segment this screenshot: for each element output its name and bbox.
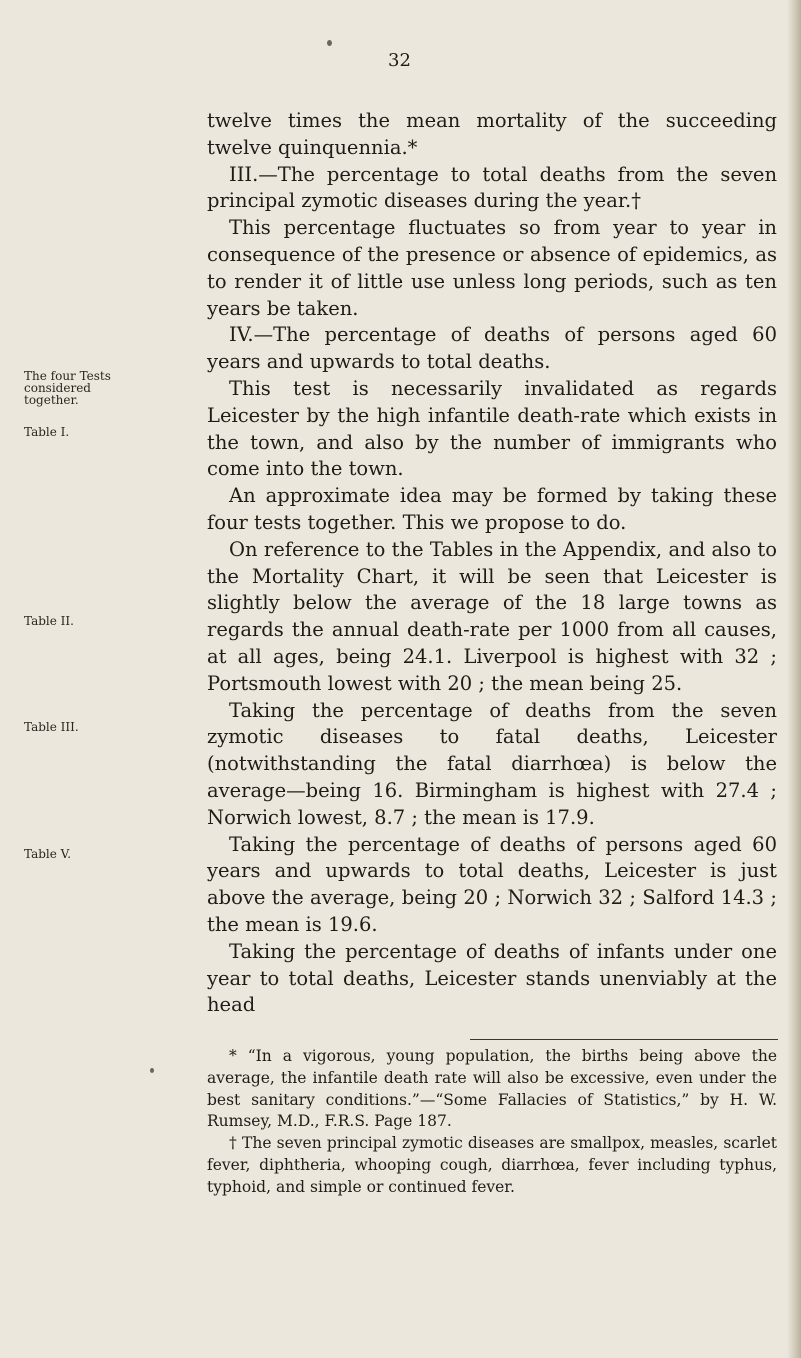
body-text [207,108,777,1019]
paragraph: This test is necessarily invalidated as regards Leicester by the high infantile death-rate which exists in the town, and also by the number of immigrants who come into the town. [207,376,777,481]
page-edge-shadow [787,0,801,1358]
margin-note-table-3: Table III. [24,720,79,734]
margin-note-four-tests: The four Tests considered together. [24,369,111,407]
paragraph: twelve times the mean mortality of the succeeding twelve quinquennia.* [207,109,777,159]
ink-speck [327,40,332,46]
margin-note-table-2: Table II. [24,614,74,628]
paragraph: On reference to the Tables in the Appendix, and also to the Mortality Chart, it will be seen that Leicester is slightly below the average of the 18 large towns as regards the annual death-rate per 1000 from all causes, at all ages, being 24.1. Liverpool is highest with 32 ; Portsmouth lowest with 20 ; the mean being 25. [207,537,777,695]
margin-note-table-1: Table I. [24,425,70,439]
paragraph: Taking the percentage of deaths of infants under one year to total deaths, Leicester stands unenviably at the head [207,939,777,1017]
paragraph: III.—The percentage to total deaths from the seven principal zymotic diseases during the year.† [207,162,777,213]
paragraph: Taking the percentage of deaths from the seven zymotic diseases to fatal deaths, Leicester (notwithstanding the fatal diarrhœa) is below the average—being 16. Birmingham is highest with 27.4 ; Norwich lowest, 8.7 ; the mean is 17.9. [207,698,777,829]
footnote-rule [470,1039,778,1040]
footnote: * “In a vigorous, young population, the births being above the average, the infantile death rate will also be excessive, even under the best sanitary conditions.”—“Some Fallacies of Statistics,” by H. W. Rumsey, M.D., F.R.S. Page 187. [207,1047,777,1131]
paragraph: Taking the percentage of deaths of persons aged 60 years and upwards to total deaths, Leicester is just above the average, being 20 ; Norwich 32 ; Salford 14.3 ; the mean is 19.6. [207,832,777,936]
margin-note-table-5: Table V. [24,847,72,861]
paragraph: This percentage fluctuates so from year to year in consequence of the presence or absence of epidemics, as to render it of little use unless long periods, such as ten years be taken. [207,216,777,320]
paragraph: IV.—The percentage of deaths of persons aged 60 years and upwards to total deaths. [207,323,777,374]
footnotes [207,1046,777,1199]
paragraph: An approximate idea may be formed by taking these four tests together. This we propose to do. [207,484,777,534]
ink-speck [150,1068,154,1073]
page-number: 32 [388,50,411,71]
footnote: † The seven principal zymotic diseases are smallpox, measles, scarlet fever, diphtheria, whooping cough, diarrhœa, fever including typhus, typhoid, and simple or continued fever. [207,1134,777,1196]
